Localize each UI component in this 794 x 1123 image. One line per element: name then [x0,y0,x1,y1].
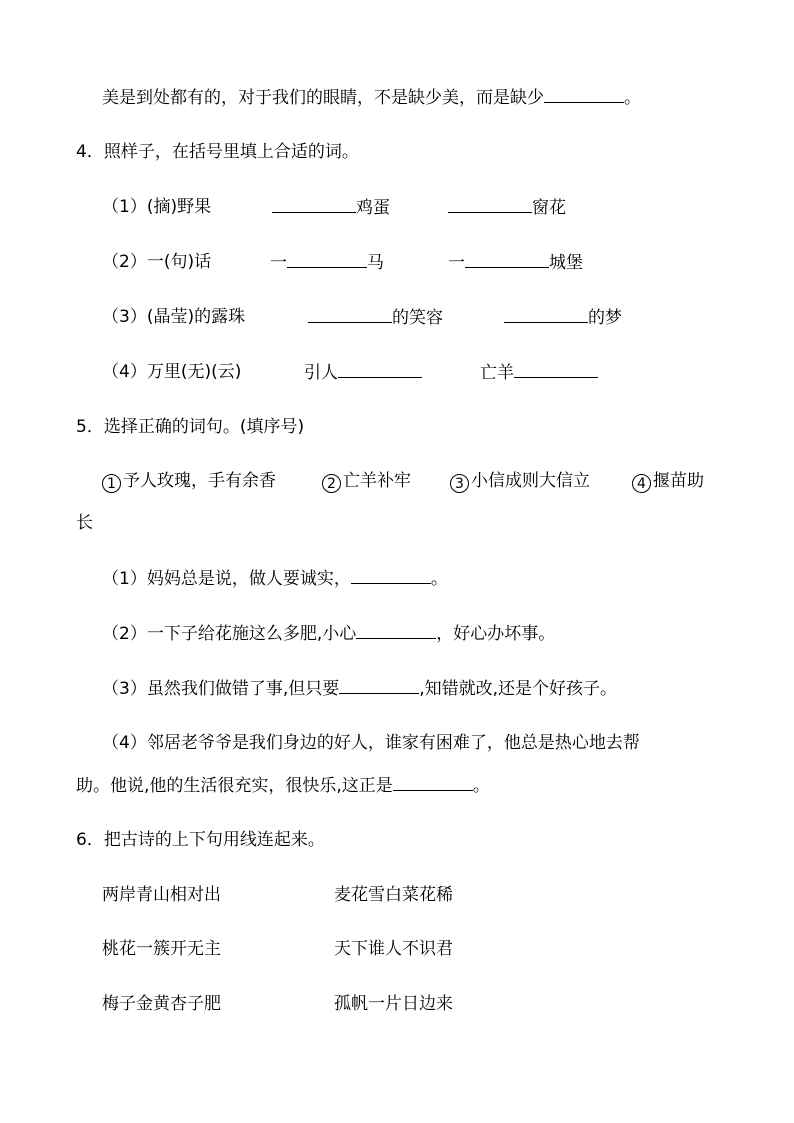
q4-row-2: （2）一(句)话 一 马 一 城堡 [102,252,583,273]
answer-blank[interactable] [308,306,392,323]
q5-title: 5．选择正确的词句。(填序号) [76,417,305,437]
answer-blank[interactable] [448,196,532,213]
q5-sentence-4-line2: 助。他说,他的生活很充实，很快乐,这正是 。 [76,776,490,796]
answer-blank[interactable] [338,361,422,378]
circled-number: 4 [632,474,651,493]
intro-line: 美是到处都有的，对于我们的眼睛，不是缺少美，而是缺少 。 [102,88,641,108]
q4-title: 4．照样子，在括号里填上合适的词。 [76,142,359,162]
option-1: 1 予人玫瑰，手有余香 [102,470,276,493]
option-wrap: 长 [76,513,93,533]
q5-sentence-3: （3）虽然我们做错了事,但只要 ,知错就改,还是个好孩子。 [102,679,618,699]
poem-left-1[interactable]: 两岸青山相对出 [102,885,221,905]
answer-blank[interactable] [356,622,436,639]
example-word: (晶莹)的露珠 [146,307,246,327]
intro-text: 美是到处都有的，对于我们的眼睛，不是缺少美，而是缺少 [102,88,544,108]
q5-sentence-2: （2）一下子给花施这么多肥,小心 ，好心办坏事。 [102,624,556,644]
answer-blank[interactable] [351,567,431,584]
answer-blank[interactable] [465,251,549,268]
answer-blank[interactable] [339,677,419,694]
q4-row-4: （4）万里(无)(云) 引人 亡羊 [102,361,702,383]
q5-sentence-1: （1）妈妈总是说，做人要诚实， 。 [102,569,448,589]
poem-right-3[interactable]: 孤帆一片日边来 [334,994,453,1014]
option-3: 3 小信成则大信立 [450,470,590,493]
poem-right-2[interactable]: 天下谁人不识君 [334,939,453,959]
answer-blank[interactable] [504,306,588,323]
answer-blank[interactable] [393,774,473,791]
answer-blank[interactable] [272,196,356,213]
circled-number: 2 [322,474,341,493]
poem-right-1[interactable]: 麦花雪白菜花稀 [334,885,453,905]
q6-title: 6．把古诗的上下句用线连起来。 [76,830,325,850]
answer-blank[interactable] [544,86,624,103]
example-word: 一(句)话 [146,252,212,272]
example-word: 万里(无)(云) [146,362,242,382]
circled-number: 1 [102,474,121,493]
q4-row-3: （3）(晶莹)的露珠 的笑容 的梦 [102,307,622,328]
q5-sentence-4-line1: （4）邻居老爷爷是我们身边的好人，谁家有困难了，他总是热心地去帮 [102,733,640,753]
poem-left-3[interactable]: 梅子金黄杏子肥 [102,994,221,1014]
circled-number: 3 [450,474,469,493]
example-word: (摘)野果 [146,197,212,217]
answer-blank[interactable] [514,361,598,378]
option-2: 2 亡羊补牢 [322,470,411,493]
answer-blank[interactable] [287,251,367,268]
q4-row-1: （1）(摘)野果 鸡蛋 窗花 [102,197,566,218]
option-4: 4 揠苗助 [632,470,704,493]
poem-left-2[interactable]: 桃花一簇开无主 [102,939,221,959]
